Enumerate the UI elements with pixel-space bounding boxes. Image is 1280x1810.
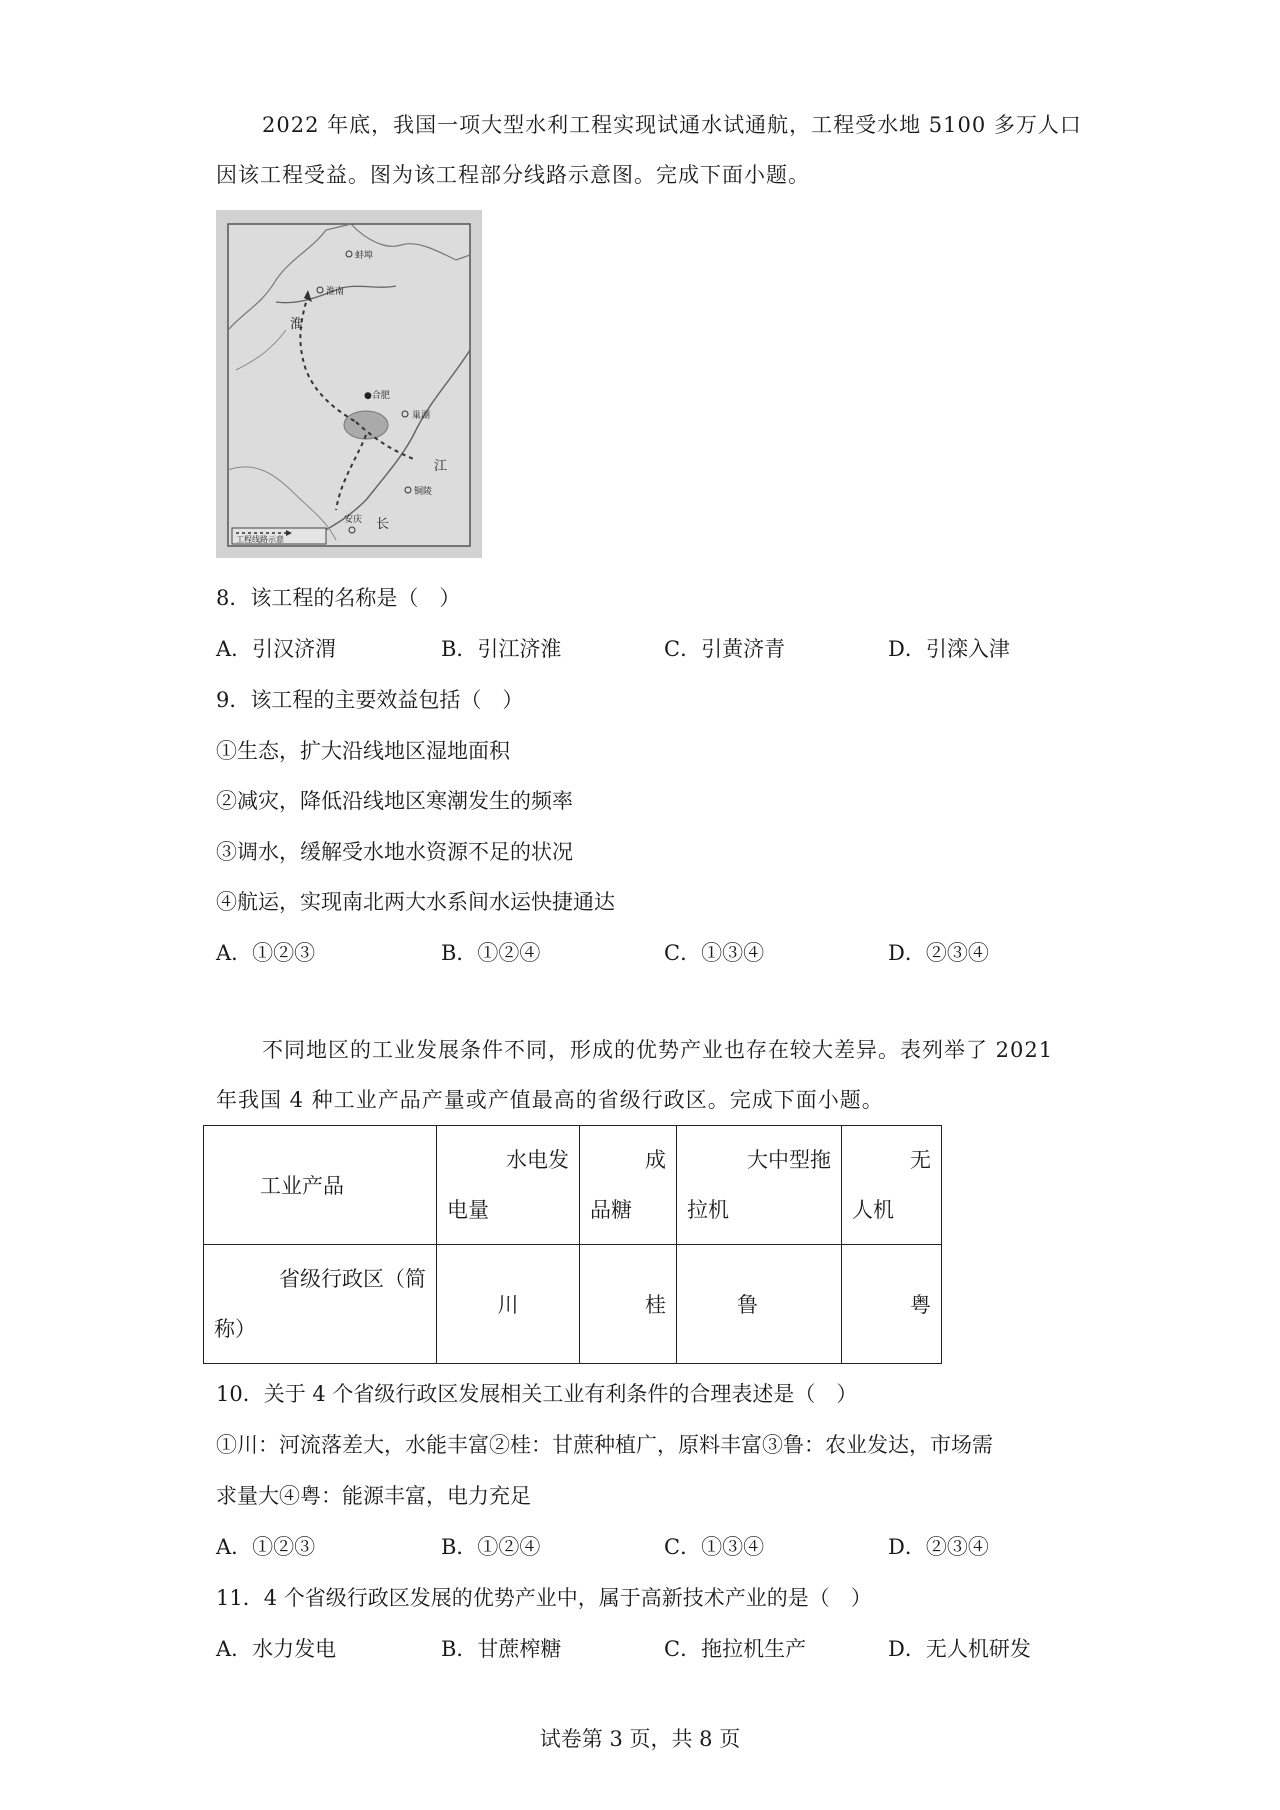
table-province-gui: 桂	[580, 1245, 677, 1364]
page-footer: 试卷第 3 页，共 8 页	[539, 1727, 741, 1751]
table-product-tractor: 大中型拖 拉机	[677, 1126, 842, 1245]
table-row	[204, 1126, 942, 1245]
intro-paragraph-2	[216, 1025, 1076, 1125]
table-product-hydropower: 水电发 电量	[437, 1126, 580, 1245]
map-label-huainan: 淮南	[326, 287, 345, 297]
question-9-stem: 9．该工程的主要效益包括（ ）	[216, 688, 524, 712]
question-8-options	[216, 633, 1076, 663]
q11-option-a: A．水力发电	[216, 1637, 337, 1661]
route-map-image	[216, 210, 482, 558]
intro-paragraph-1	[216, 100, 1082, 200]
q11-option-b: B．甘蔗榨糖	[441, 1637, 562, 1661]
q10-body-line-2: 求量大④粤：能源丰富，电力充足	[216, 1484, 531, 1508]
table-province-lu: 鲁	[677, 1245, 842, 1364]
map-label-anqing: 安庆	[344, 515, 363, 525]
map-label-jiang: 江	[434, 459, 448, 474]
industry-table	[203, 1125, 942, 1364]
q9-item-3: ③调水，缓解受水地水资源不足的状况	[216, 840, 573, 864]
q8-option-d: D．引滦入津	[888, 637, 1010, 661]
q9-option-c: C．①③④	[664, 941, 765, 965]
q11-option-c: C．拖拉机生产	[664, 1637, 807, 1661]
table-province-chuan: 川	[437, 1245, 580, 1364]
map-label-huai: 淮	[290, 317, 304, 332]
map-label-bengbu: 蚌埠	[355, 251, 374, 261]
intro-2-line-1: 不同地区的工业发展条件不同，形成的优势产业也存在较大差异。表列举了 2021	[262, 1038, 1054, 1062]
table-province-yue: 粤	[842, 1245, 942, 1364]
q9-item-1: ①生态，扩大沿线地区湿地面积	[216, 739, 510, 763]
q9-option-b: B．①②④	[441, 941, 541, 965]
intro-1-line-2: 因该工程受益。图为该工程部分线路示意图。完成下面小题。	[216, 163, 810, 187]
intro-1-line-1: 2022 年底，我国一项大型水利工程实现试通水试通航，工程受水地 5100 多万人口	[262, 113, 1082, 137]
map-legend-label: 工程线路示意	[236, 535, 284, 544]
q9-item-2: ②减灾，降低沿线地区寒潮发生的频率	[216, 789, 573, 813]
map-label-hefei: ●合肥	[364, 391, 390, 401]
q8-option-c: C．引黄济青	[664, 637, 786, 661]
q9-option-a: A．①②③	[216, 941, 316, 965]
question-9-options	[216, 937, 1076, 967]
table-product-drone: 无 人机	[842, 1126, 942, 1245]
map-label-chang: 长	[376, 517, 390, 532]
intro-2-line-2: 年我国 4 种工业产品产量或产值最高的省级行政区。完成下面小题。	[216, 1088, 884, 1112]
table-product-sugar: 成 品糖	[580, 1126, 677, 1245]
q11-option-d: D．无人机研发	[888, 1637, 1031, 1661]
question-11-stem: 11．4 个省级行政区发展的优势产业中，属于高新技术产业的是（ ）	[216, 1586, 872, 1610]
q10-body-line-1: ①川：河流落差大，水能丰富②桂：甘蔗种植广，原料丰富③鲁：农业发达，市场需	[216, 1433, 993, 1457]
route-map-svg	[216, 210, 482, 558]
question-10-options	[216, 1531, 1076, 1561]
q9-item-4: ④航运，实现南北两大水系间水运快捷通达	[216, 890, 615, 914]
map-label-chaohu: 巢湖	[412, 411, 431, 421]
q10-option-c: C．①③④	[664, 1535, 765, 1559]
q10-option-a: A．①②③	[216, 1535, 316, 1559]
q10-option-b: B．①②④	[441, 1535, 541, 1559]
q8-option-b: B．引江济淮	[441, 637, 562, 661]
q9-option-d: D．②③④	[888, 941, 989, 965]
table-row	[204, 1245, 942, 1364]
table-header-label: 工业产品	[204, 1126, 437, 1245]
map-label-tongling: 铜陵	[414, 487, 433, 497]
question-11-options	[216, 1633, 1076, 1663]
question-8-stem: 8．该工程的名称是（ ）	[216, 586, 461, 610]
q8-option-a: A．引汉济渭	[216, 637, 337, 661]
q10-option-d: D．②③④	[888, 1535, 989, 1559]
table-row2-label: 省级行政区（简 称）	[204, 1245, 437, 1364]
question-10-stem: 10．关于 4 个省级行政区发展相关工业有利条件的合理表述是（ ）	[216, 1382, 858, 1406]
